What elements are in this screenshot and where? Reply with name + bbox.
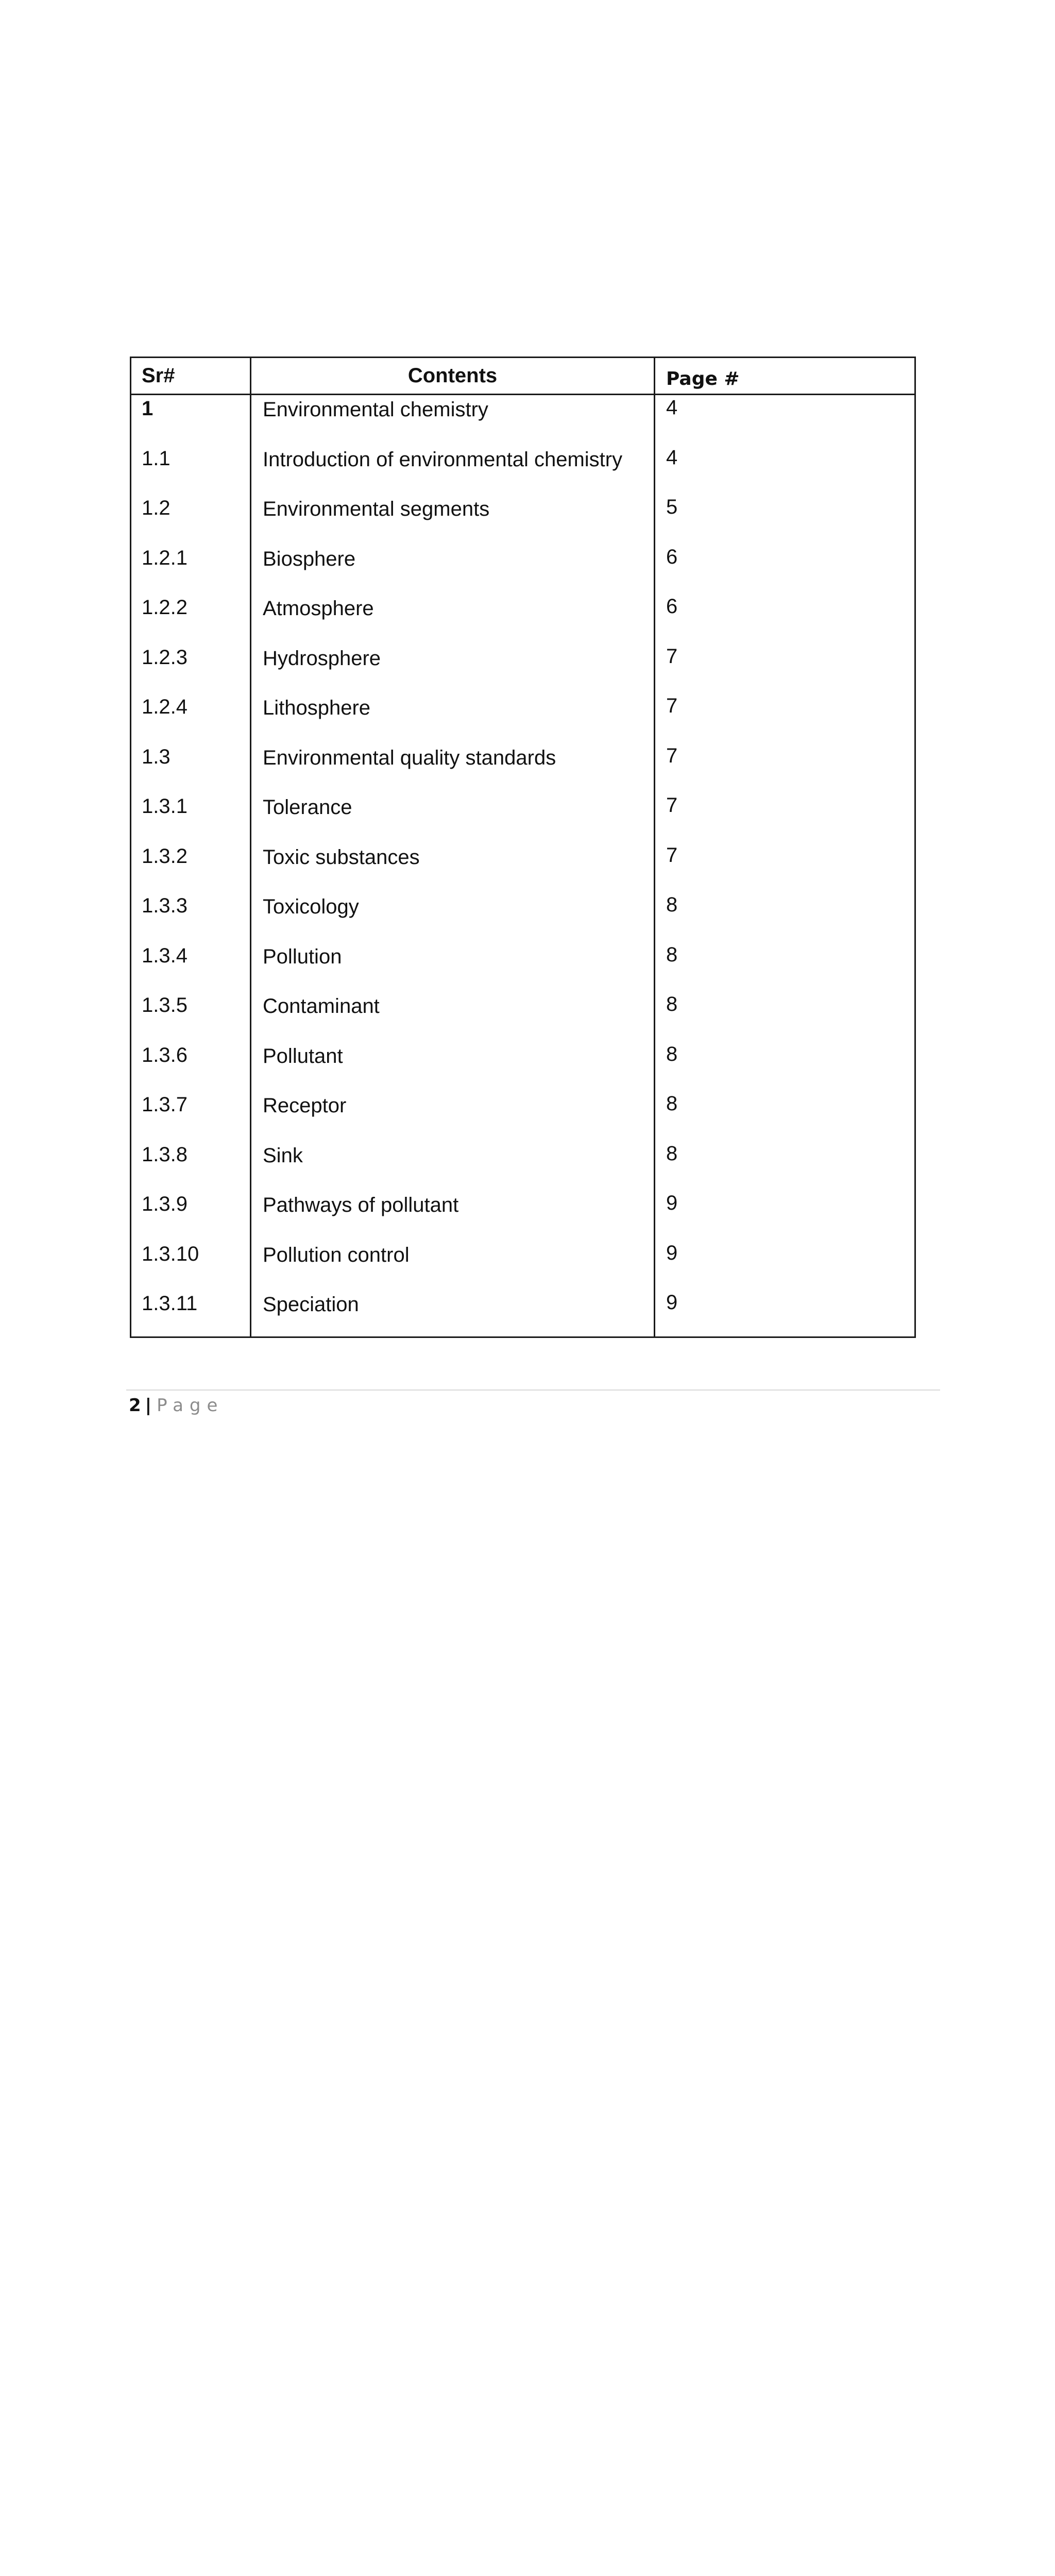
table-row xyxy=(131,1191,914,1241)
row-section-number: 1.2 xyxy=(142,496,171,520)
row-page-number: 7 xyxy=(666,743,1055,2235)
row-page-number: 9 xyxy=(666,1241,1055,2576)
row-title: Pollution xyxy=(263,944,342,969)
row-title: Pollution control xyxy=(263,1243,410,1267)
row-page-number: 7 xyxy=(666,644,1055,2136)
row-section-number: 1.2.1 xyxy=(142,546,188,570)
table-row xyxy=(131,445,914,495)
row-title: Atmosphere xyxy=(263,596,374,621)
row-section-number: 1.3.4 xyxy=(142,943,188,968)
row-title: Environmental quality standards xyxy=(263,745,556,770)
table-row xyxy=(131,1141,914,1191)
header-contents: Contents xyxy=(251,358,654,394)
row-title: Pollutant xyxy=(263,1044,343,1069)
table-of-contents xyxy=(130,357,916,1338)
table-row xyxy=(131,693,914,743)
table-row xyxy=(131,843,914,893)
table-row xyxy=(131,793,914,843)
page-footer xyxy=(129,1395,224,1416)
row-title: Sink xyxy=(263,1143,303,1168)
row-title: Tolerance xyxy=(263,795,352,820)
footer-page-number: 2 xyxy=(129,1395,141,1416)
row-section-number: 1 xyxy=(142,396,153,421)
row-page-number: 8 xyxy=(666,1091,1055,2576)
row-section-number: 1.3.2 xyxy=(142,844,188,869)
footer-rule xyxy=(126,1389,940,1391)
row-title: Environmental chemistry xyxy=(263,397,488,422)
table-row xyxy=(131,545,914,595)
row-page-number: 8 xyxy=(666,1141,1055,2576)
row-title: Toxicology xyxy=(263,894,359,919)
row-section-number: 1.2.4 xyxy=(142,694,188,719)
row-title: Speciation xyxy=(263,1292,359,1317)
row-section-number: 1.3 xyxy=(142,744,171,769)
table-row xyxy=(131,395,914,445)
header-page: Page # xyxy=(666,358,740,397)
table-row xyxy=(131,1241,914,1291)
row-title: Contaminant xyxy=(263,994,380,1019)
row-page-number: 7 xyxy=(666,693,1055,2185)
table-row xyxy=(131,992,914,1042)
row-page-number: 4 xyxy=(666,445,1055,1937)
table-row xyxy=(131,495,914,545)
row-page-number: 8 xyxy=(666,992,1055,2484)
row-section-number: 1.3.10 xyxy=(142,1242,199,1266)
row-section-number: 1.3.8 xyxy=(142,1142,188,1167)
table-row xyxy=(131,1290,914,1340)
table-row xyxy=(131,743,914,793)
row-section-number: 1.1 xyxy=(142,446,171,471)
table-row xyxy=(131,644,914,694)
row-title: Toxic substances xyxy=(263,845,420,870)
table-row xyxy=(131,1091,914,1141)
table-row xyxy=(131,594,914,644)
row-section-number: 1.3.11 xyxy=(142,1291,197,1316)
row-page-number: 6 xyxy=(666,594,1055,2086)
header-sr: Sr# xyxy=(142,358,175,394)
row-section-number: 1.3.3 xyxy=(142,893,188,918)
row-section-number: 1.3.7 xyxy=(142,1092,188,1117)
row-page-number: 5 xyxy=(666,495,1055,1987)
row-page-number: 9 xyxy=(666,1191,1055,2576)
row-title: Introduction of environmental chemistry xyxy=(263,447,622,472)
footer-separator: | xyxy=(145,1395,151,1416)
row-title: Environmental segments xyxy=(263,497,489,521)
row-page-number: 6 xyxy=(666,545,1055,2037)
table-row xyxy=(131,892,914,942)
row-section-number: 1.3.5 xyxy=(142,993,188,1018)
footer-label: Page xyxy=(157,1395,224,1416)
row-section-number: 1.2.3 xyxy=(142,645,188,670)
table-row xyxy=(131,1042,914,1092)
row-title: Biosphere xyxy=(263,547,355,571)
row-section-number: 1.3.1 xyxy=(142,794,188,819)
row-page-number: 8 xyxy=(666,1042,1055,2534)
row-section-number: 1.3.9 xyxy=(142,1192,188,1216)
row-section-number: 1.2.2 xyxy=(142,595,188,620)
toc-rows xyxy=(131,395,914,1340)
row-page-number: 9 xyxy=(666,1290,1055,2576)
row-page-number: 7 xyxy=(666,793,1055,2285)
row-title: Hydrosphere xyxy=(263,646,381,671)
row-section-number: 1.3.6 xyxy=(142,1043,188,1067)
row-title: Lithosphere xyxy=(263,696,370,720)
row-title: Pathways of pollutant xyxy=(263,1193,458,1217)
row-title: Receptor xyxy=(263,1093,346,1118)
table-row xyxy=(131,942,914,992)
row-page-number: 7 xyxy=(666,843,1055,2335)
row-page-number: 8 xyxy=(666,942,1055,2434)
row-page-number: 8 xyxy=(666,892,1055,2384)
row-page-number: 4 xyxy=(666,395,1055,1887)
